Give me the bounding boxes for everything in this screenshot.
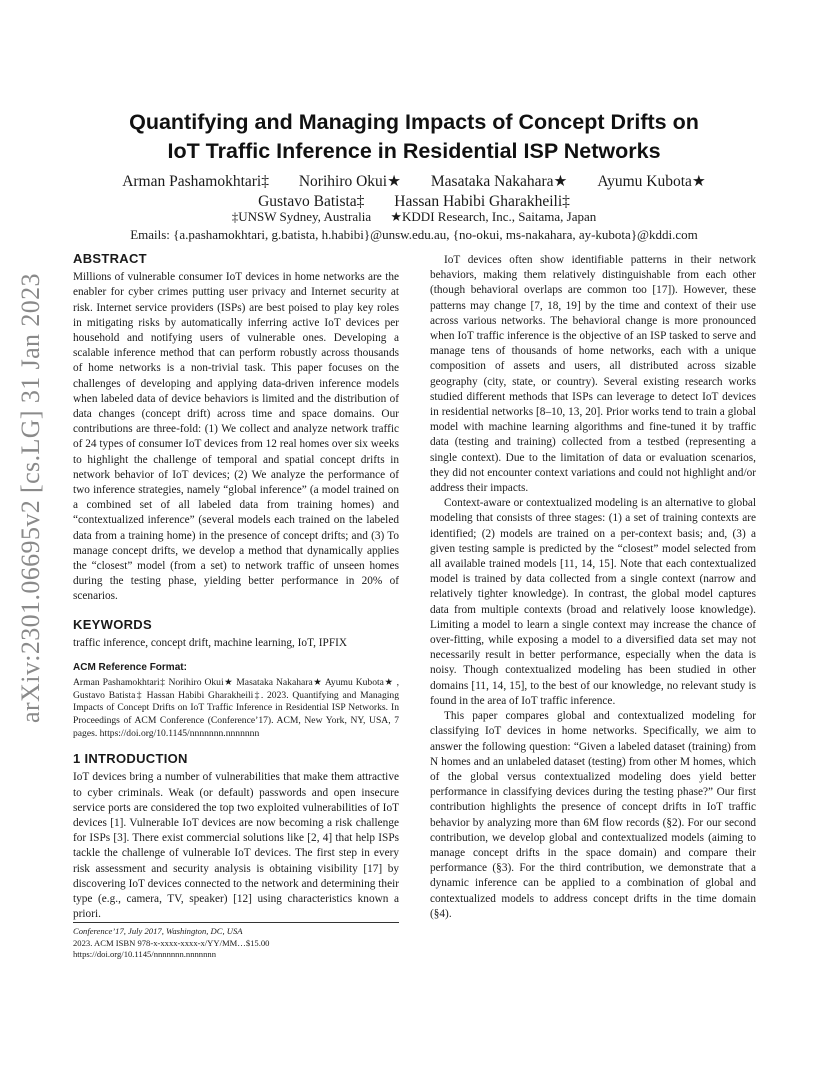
acm-reference-heading: ACM Reference Format: bbox=[73, 662, 187, 674]
paragraph: This paper compares global and contextualized modeling for classifying IoT devices in home networks. Specifically, we aim to answer the following question: “Given a labeled dataset (training) from N homes and an unlabeled dataset (testing) from other M homes, which of the global versus contextualized modeling does yield better performance in classifying devices during the testing phase?” Our first contribution highlights the presence of concept drifts in IoT traffic behavior by analyzing more than 6M flow records (§2). For our second contribution, we develop global and contextualized models (aiming to manage concept drifts in the space domain) and compare their performance (§3). For the third contribution, we demonstrate that a dynamic inference can be applied to a combination of global and contextualized models to address concept drifts in the time domain (§4). bbox=[430, 710, 756, 920]
paragraph: IoT devices often show identifiable patterns in their network behaviors, making them relatively distinguishable from each other (though behavioral overlaps are common too [17]). However, these patterns may change [7, 18, 19] by the time and context of their use across various networks. The behavioral change is more pronounced when IoT traffic inference is the objective of an ISP tasked to serve and manage tens of thousands of home networks, each with a unique composition of assets and users, all distributed across sizable geography (city, state, or country). Several existing research works studied different methods that ISPs can leverage to detect IoT devices in residential networks [8–10, 13, 20]. Prior works tend to train a global model with machine learning algorithms and fine-tuned it by traffic data (testing and training) collected from a testbed (representing a single context). Due to the limitation of data or evaluation scenarios, they did not encounter context variations and could not highlight and/or address their impacts. bbox=[430, 254, 756, 495]
right-column bbox=[430, 253, 756, 922]
author-name: Hassan Habibi Gharakheili‡ bbox=[394, 193, 570, 210]
left-column bbox=[73, 251, 399, 922]
paper-title bbox=[70, 108, 758, 166]
footnote-isbn: 2023. ACM ISBN 978-x-xxxx-xxxx-x/YY/MM…$15.00 bbox=[73, 937, 270, 948]
affiliation: ★KDDI Research, Inc., Saitama, Japan bbox=[390, 209, 597, 224]
keywords-heading: KEYWORDS bbox=[73, 616, 152, 632]
author-list bbox=[70, 172, 758, 212]
footnote-doi: https://doi.org/10.1145/nnnnnnn.nnnnnnn bbox=[73, 949, 216, 959]
author-name: Masataka Nakahara★ bbox=[430, 173, 568, 190]
title-line-1: Quantifying and Managing Impacts of Concept Drifts on bbox=[129, 110, 699, 134]
author-name: Gustavo Batista‡ bbox=[258, 193, 365, 210]
paragraph: Context-aware or contextualized modeling is an alternative to global modeling that consists of three stages: (1) a set of training contexts are identified; (2) models are trained on a per-context basis; and, (3) a given testing sample is predicted by the “closest” model selected from all available trained models [11, 14, 15]. Note that each contextualized model is trained by data collected from a single context (narrow and relatively tighter knowledge). In contrast, the global model captures data from multiple contexts (broad and relatively loose knowledge). Limiting a model to learn a single context may increase the chance of over-fitting, while exposing a model to a diversified data set may not necessarily result in better performance, especially when the data is noisy. Though contextualized modeling has been studied in other domains [11, 14, 15], to the best of our knowledge, no relevant study is found in the area of IoT traffic inference. bbox=[430, 497, 756, 707]
author-emails: Emails: {a.pashamokhtari, g.batista, h.habibi}@unsw.edu.au, {no-okui, ms-nakahara, ay-kubota}@kddi.com bbox=[130, 227, 698, 242]
affiliation: ‡UNSW Sydney, Australia bbox=[231, 209, 372, 224]
arxiv-side-label: arXiv:2301.06695v2 [cs.LG] 31 Jan 2023 bbox=[16, 273, 45, 723]
abstract-heading: ABSTRACT bbox=[73, 251, 147, 266]
footnote-conference: Conference’17, July 2017, Washington, DC, USA bbox=[73, 926, 243, 936]
footnote-rule bbox=[73, 922, 399, 923]
title-line-2: IoT Traffic Inference in Residential ISP Networks bbox=[167, 139, 661, 163]
author-name: Norihiro Okui★ bbox=[298, 173, 402, 190]
keywords-text: traffic inference, concept drift, machine learning, IoT, IPFIX bbox=[73, 636, 348, 649]
acm-reference-text: Arman Pashamokhtari‡ Norihiro Okui★ Masataka Nakahara★ Ayumu Kubota★ , Gustavo Batista‡ Hassan Habibi Gharakheili‡. 2023. Quantifying and Managing Impacts of Concept Drifts on IoT Traffic Inference in Residential ISP Networks. In Proceedings of ACM Conference (Conference’17). ACM, New York, NY, USA, 7 pages. https://doi.org/10.1145/nnnnnnn.nnnnnnn bbox=[73, 677, 399, 739]
author-name: Arman Pashamokhtari‡ bbox=[122, 173, 269, 190]
author-name: Ayumu Kubota★ bbox=[597, 173, 706, 190]
introduction-heading: 1 INTRODUCTION bbox=[73, 751, 188, 767]
affiliations bbox=[70, 208, 758, 225]
introduction-text: IoT devices bring a number of vulnerabilities that make them attractive to cyber criminals. Weak (or default) passwords and open insecure service ports are considered the top two exploited vulnerabilities of IoT devices [1]. Vulnerable IoT devices are now becoming a risk challenge for ISPs [3]. There exist commercial solutions like [2, 4] that help ISPs tackle the challenge of vulnerable IoT devices. The first step in every risk assessment and security analysis is obtaining visibility [17] by discovering IoT devices connected to the network and determining their type (e.g., camera, TV, speaker) [12] using characteristics known a priori. bbox=[73, 771, 399, 921]
footnote bbox=[73, 926, 399, 961]
abstract-text: Millions of vulnerable consumer IoT devices in home networks are the enabler for cyber crimes putting user privacy and Internet security at risk. Internet service providers (ISPs) are best poised to play key roles in mitigating risks by automatically inferring active IoT devices per household and notifying users of vulnerable ones. Developing a scalable inference method that can perform robustly across thousands of home networks is a non-trivial task. This paper focuses on the challenges of developing and applying data-driven inference models when labeled data of device behaviors is limited and the distribution of data changes (concept drift) across time and space domains. Our contributions are three-fold: (1) We collect and analyze network traffic of 24 types of consumer IoT devices from 12 real homes over six weeks to highlight the challenge of temporal and spatial concept drifts in network behavior of IoT devices; (2) We analyze the performance of two inference strategies, namely “global inference” (a model trained on a combined set of all labeled data from training homes) and “contextualized inference” (several models each trained on the labeled data from a training home) in the presence of concept drifts; and (3) To manage concept drifts, we develop a method that dynamically applies the “closest” model (from a set) to network traffic of unseen homes during the testing phase, yielding better performance in 20% of scenarios. bbox=[73, 271, 399, 603]
